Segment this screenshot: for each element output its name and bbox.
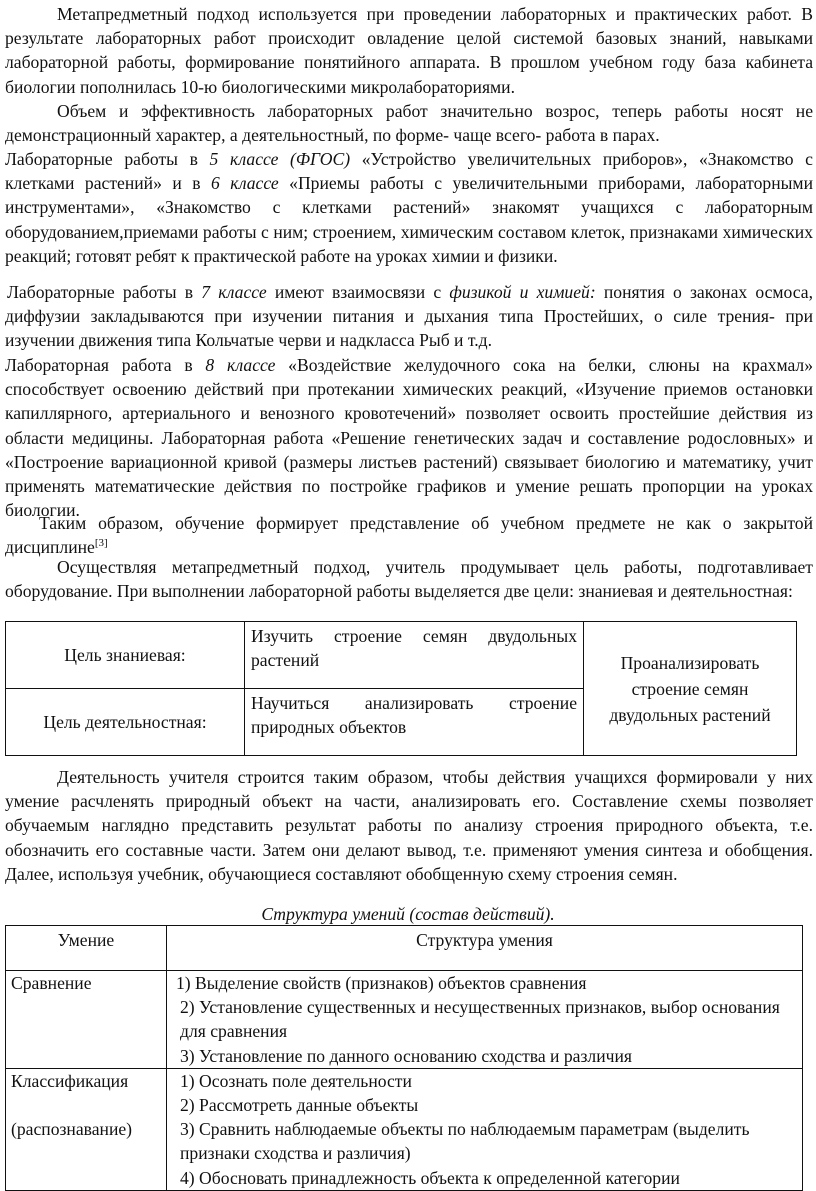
skill-name-classification-line1: Классификация xyxy=(11,1070,129,1091)
skill-structure-classification xyxy=(167,1068,803,1190)
paragraph-teacher-activity: Деятельность учителя строится таким образом, чтобы действия учащихся формировали у них умение расчленять природный объект на части, анализировать его. Составление схемы позволяет обучаемым наглядно представить результат работы по анализу строения природного объекта, т.е. обозначить его составные части. Затем они делают вывод, т.е. применяют умения синтеза и обобщения. Далее, используя учебник, обучающиеся составляют обобщенную схему строения семян. xyxy=(5,767,813,884)
header-skill: Умение xyxy=(6,926,167,971)
header-structure: Структура умения xyxy=(167,926,803,971)
skill-name-classification xyxy=(6,1068,167,1190)
paragraph-metasubject-approach: Метапредметный подход используется при проведении лабораторных и практических работ. В результате лабораторных работ происходит овладение целой системой базовых знаний, навыками лабораторной работы, формирование понятийного аппарата. В прошлом учебном году база кабинета биологии пополнилась 10-ю биологическими микролабораториями. xyxy=(5,4,813,97)
goal-activity-label: Цель деятельностная: xyxy=(6,689,245,756)
paragraph-conclusion: Таким образом, обучение формирует представление об учебном предмете не как о закрытой дисциплине[3] xyxy=(5,513,813,558)
goal-result: Проанализировать строение семян двудольных растений xyxy=(584,622,797,756)
skill-name-classification-line2: (распознавание) xyxy=(11,1119,133,1140)
paragraph-grade-8: Лабораторная работа в 8 классе «Воздействие желудочного сока на белки, слюны на крахмал» способствует освоению действий при протекании химических реакций, «Изучение приемов остановки капиллярного, артериального и венозного кровотечений» позволяет освоить простейшие действия из области медицины. Лабораторная работа «Решение генетических задач и составление родословных» и «Построение вариационной кривой (размеры листьев растений) связывает биологию и математику, учит применять математические действия по постройке графиков и умение решать пропорции на уроках биологии. xyxy=(5,355,813,521)
paragraph-grade-7: Лабораторные работы в 7 классе имеют взаимосвязи с физикой и химией: понятия о законах осмоса, диффузии закладываются при изучении питания и дыхания типа Простейших, о силе трения- при изучении движения типа Кольчатые черви и надкласса Рыб и т.д. xyxy=(5,282,814,351)
list-item: 2) Установление существенных и несущественных признаков, выбор основания для сравнения xyxy=(180,997,780,1042)
goal-knowledge-label: Цель знаниевая: xyxy=(6,622,245,689)
list-item: 2) Рассмотреть данные объекты xyxy=(180,1095,419,1116)
goals-table xyxy=(5,621,797,756)
list-item: 1) Выделение свойств (признаков) объектов сравнения xyxy=(176,973,587,993)
list-item: 4) Обосновать принадлежность объекта к определенной категории xyxy=(180,1167,680,1188)
skills-table-caption: Структура умений (состав действий). xyxy=(261,904,555,924)
list-item: 3) Установление по данного основанию сходства и различия xyxy=(180,1045,632,1066)
list-item: 3) Сравнить наблюдаемые объекты по наблюдаемым параметрам (выделить признаки сходства и различия) xyxy=(180,1119,750,1164)
skill-name-comparison: Сравнение xyxy=(6,971,167,1069)
paragraph-teacher-approach: Осуществляя метапредметный подход, учитель продумывает цель работы, подготавливает оборудование. При выполнении лабораторной работы выделяется две цели: знаниевая и деятельностная: xyxy=(5,557,813,602)
goal-activity-text: Научиться анализировать строение природных объектов xyxy=(245,689,584,756)
footnote-reference: [3] xyxy=(94,537,108,550)
table-row xyxy=(6,971,803,1069)
skill-structure-comparison xyxy=(167,971,803,1069)
table-row xyxy=(6,1068,803,1190)
paragraph-grade-5-6: Лабораторные работы в 5 классе (ФГОС) «Устройство увеличительных приборов», «Знакомство с клетками растений» и в 6 классе «Приемы работы с увеличительными приборами, лабораторными инструментами», «Знакомство с клетками растений» знакомят учащихся с лабораторным оборудованием,приемами работы с ним; строением, химическим составом клеток, признаками химических реакций; готовят ребят к практической работе на уроках химии и физики. xyxy=(5,149,813,266)
goal-knowledge-text: Изучить строение семян двудольных растений xyxy=(245,622,584,689)
paragraph-lab-efficiency: Объем и эффективность лабораторных работ значительно возрос, теперь работы носят не демонстрационный характер, а деятельностный, по форме- чаще всего- работа в парах. xyxy=(5,101,813,146)
skills-table xyxy=(5,925,803,1191)
list-item: 1) Осознать поле деятельности xyxy=(180,1070,412,1091)
